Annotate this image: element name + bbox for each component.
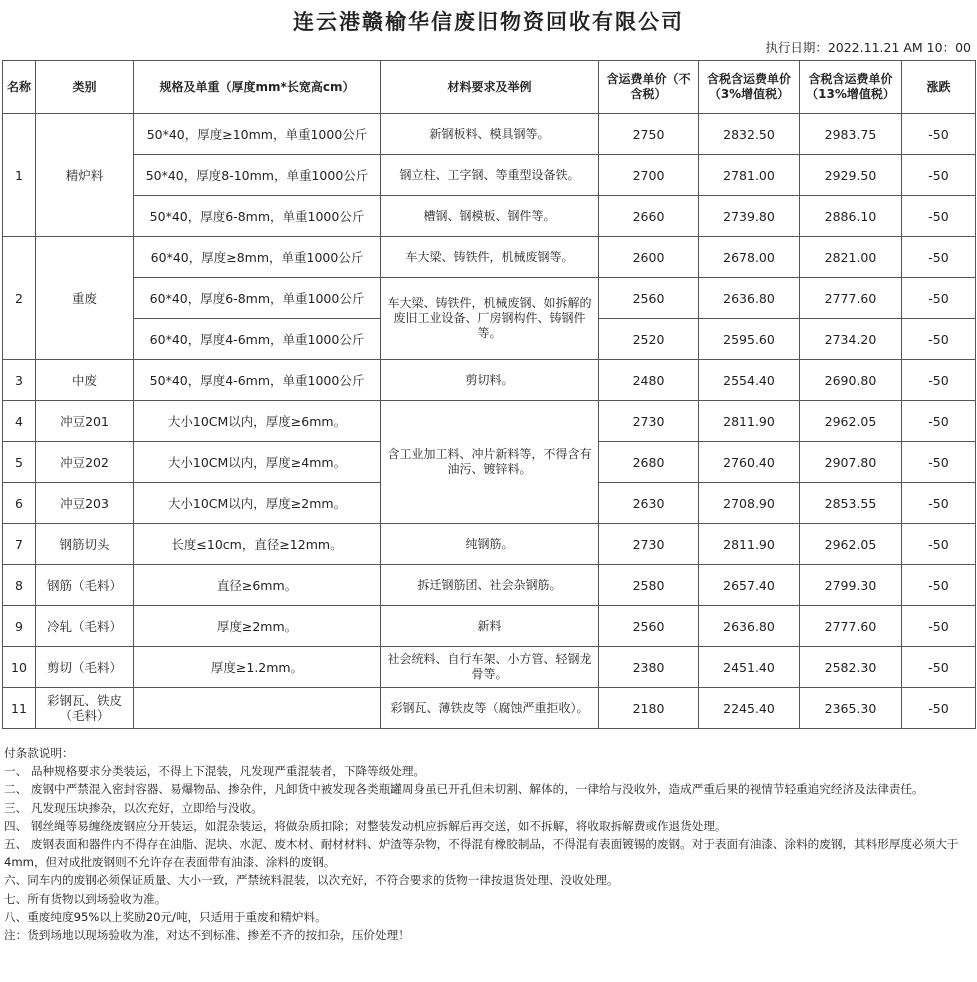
row-material: 槽钢、钢模板、钢件等。 [381,196,599,237]
row-price-13pct: 2853.55 [800,483,902,524]
row-number: 6 [3,483,36,524]
row-price-13pct: 2962.05 [800,524,902,565]
footer-note: 注：货到场地以现场验收为准，对达不到标准、掺差不齐的按扣杂，压价处理！ [4,928,410,943]
row-category: 冲豆203 [36,483,134,524]
company-title: 连云港赣榆华信废旧物资回收有限公司 [293,10,684,34]
row-material: 拆迁钢筋团、社会杂钢筋。 [381,565,599,606]
header-category: 类别 [36,61,134,114]
row-spec: 50*40，厚度8-10mm，单重1000公斤 [134,155,381,196]
row-price-3pct: 2595.60 [699,319,800,360]
row-price: 2480 [599,360,699,401]
row-change: -50 [902,688,976,729]
row-price-13pct: 2365.30 [800,688,902,729]
row-number: 9 [3,606,36,647]
row-price: 2520 [599,319,699,360]
row-spec: 长度≤10cm，直径≥12mm。 [134,524,381,565]
row-price: 2700 [599,155,699,196]
row-price: 2730 [599,524,699,565]
row-price: 2560 [599,606,699,647]
row-spec: 60*40，厚度≥8mm，单重1000公斤 [134,237,381,278]
row-price-3pct: 2781.00 [699,155,800,196]
row-price: 2180 [599,688,699,729]
row-number: 11 [3,688,36,729]
row-change: -50 [902,647,976,688]
row-number: 2 [3,237,36,360]
row-spec: 50*40，厚度6-8mm，单重1000公斤 [134,196,381,237]
price-table [2,60,976,729]
row-price: 2660 [599,196,699,237]
row-number: 4 [3,401,36,442]
notes-heading: 付条款说明： [4,746,74,760]
header-price-3pct: 含税含运费单价（3%增值税） [699,61,800,114]
row-change: -50 [902,483,976,524]
row-spec: 厚度≥1.2mm。 [134,647,381,688]
row-price: 2600 [599,237,699,278]
note-item: 七、所有货物以到场验收为准。 [4,891,167,906]
row-price-13pct: 2962.05 [800,401,902,442]
row-spec: 60*40，厚度4-6mm，单重1000公斤 [134,319,381,360]
row-spec: 60*40，厚度6-8mm，单重1000公斤 [134,278,381,319]
row-price-3pct: 2636.80 [699,606,800,647]
row-price-13pct: 2983.75 [800,114,902,155]
row-change: -50 [902,442,976,483]
row-number: 5 [3,442,36,483]
row-material: 剪切料。 [381,360,599,401]
row-price: 2380 [599,647,699,688]
note-item: 一、 品种规格要求分类装运，不得上下混装，凡发现严重混装者，下降等级处理。 [4,764,426,779]
row-change: -50 [902,237,976,278]
row-price-3pct: 2811.90 [699,524,800,565]
note-item: 八、重废纯度95%以上奖励20元/吨，只适用于重废和精炉料。 [4,909,327,924]
row-spec: 大小10CM以内，厚度≥4mm。 [134,442,381,483]
row-price-3pct: 2739.80 [699,196,800,237]
row-price: 2630 [599,483,699,524]
row-price-13pct: 2582.30 [800,647,902,688]
row-material: 车大梁、铸铁件，机械废钢、如拆解的废旧工业设备、厂房钢构件、铸钢件等。 [381,278,599,360]
row-price-13pct: 2907.80 [800,442,902,483]
row-category: 冷轧（毛料） [36,606,134,647]
row-category: 剪切（毛料） [36,647,134,688]
row-material: 含工业加工料、冲片新料等，不得含有油污、镀锌料。 [381,401,599,524]
row-change: -50 [902,565,976,606]
table-row [3,237,976,278]
row-price-3pct: 2451.40 [699,647,800,688]
row-price: 2750 [599,114,699,155]
header-price: 含运费单价（不含税） [599,61,699,114]
table-row [3,360,976,401]
row-price-13pct: 2821.00 [800,237,902,278]
row-material: 社会统料、自行车架、小方管、轻钢龙骨等。 [381,647,599,688]
row-price-3pct: 2678.00 [699,237,800,278]
row-price-13pct: 2886.10 [800,196,902,237]
row-number: 3 [3,360,36,401]
row-price-13pct: 2690.80 [800,360,902,401]
note-item: 六、同车内的废钢必须保证质量、大小一致，严禁统料混装，以次充好，不符合要求的货物一律按退货处理、没收处理。 [4,873,619,888]
row-material: 钢立柱、工字钢、等重型设备铁。 [381,155,599,196]
row-category: 中废 [36,360,134,401]
row-category: 彩钢瓦、铁皮（毛料） [36,688,134,729]
header-change: 涨跌 [902,61,976,114]
row-category: 冲豆202 [36,442,134,483]
header-material: 材料要求及举例 [381,61,599,114]
header-spec: 规格及单重（厚度mm*长宽高cm） [134,61,381,114]
row-material: 彩钢瓦、薄铁皮等（腐蚀严重拒收）。 [381,688,599,729]
row-change: -50 [902,606,976,647]
row-price-3pct: 2832.50 [699,114,800,155]
row-price: 2730 [599,401,699,442]
row-change: -50 [902,196,976,237]
header-price-13pct: 含税含运费单价（13%增值税） [800,61,902,114]
row-spec: 大小10CM以内，厚度≥6mm。 [134,401,381,442]
note-item: 二、 废钢中严禁混入密封容器、易爆物品、掺杂件，凡卸货中被发现各类瓶罐周身虽已开孔但未切割、解体的，一律给与没收外，造成严重后果的视情节轻重追究经济及法律责任。 [4,782,924,797]
row-price-3pct: 2708.90 [699,483,800,524]
row-price-3pct: 2657.40 [699,565,800,606]
row-price-3pct: 2245.40 [699,688,800,729]
row-price-3pct: 2811.90 [699,401,800,442]
row-change: -50 [902,114,976,155]
row-number: 7 [3,524,36,565]
row-material: 纯钢筋。 [381,524,599,565]
row-price: 2560 [599,278,699,319]
row-price-13pct: 2777.60 [800,606,902,647]
row-change: -50 [902,278,976,319]
table-row [3,647,976,688]
table-row [3,606,976,647]
row-material: 新钢板料、模具钢等。 [381,114,599,155]
row-price: 2580 [599,565,699,606]
table-row [3,155,976,196]
row-spec: 50*40，厚度≥10mm，单重1000公斤 [134,114,381,155]
row-price-13pct: 2734.20 [800,319,902,360]
row-price: 2680 [599,442,699,483]
row-number: 10 [3,647,36,688]
row-category: 钢筋切头 [36,524,134,565]
row-change: -50 [902,319,976,360]
row-price-3pct: 2636.80 [699,278,800,319]
row-number: 1 [3,114,36,237]
row-price-13pct: 2929.50 [800,155,902,196]
row-spec: 50*40，厚度4-6mm，单重1000公斤 [134,360,381,401]
row-price-3pct: 2554.40 [699,360,800,401]
table-row [3,114,976,155]
row-spec: 大小10CM以内，厚度≥2mm。 [134,483,381,524]
table-row [3,196,976,237]
row-change: -50 [902,524,976,565]
table-row [3,688,976,729]
row-change: -50 [902,401,976,442]
table-header-row [3,61,976,114]
table-row [3,401,976,442]
terms-notes [4,744,972,944]
row-change: -50 [902,155,976,196]
row-category: 精炉料 [36,114,134,237]
row-material: 车大梁、铸铁件，机械废钢等。 [381,237,599,278]
row-category: 冲豆201 [36,401,134,442]
note-item: 四、 钢丝绳等易缠绕废钢应分开装运，如混杂装运，将做杂质扣除；对整装发动机应拆解后再交送，如不拆解，将收取拆解费或作退货处理。 [4,818,727,833]
table-row [3,565,976,606]
note-item: 三、 凡发现压块掺杂，以次充好，立即给与没收。 [4,800,263,815]
execution-date: 执行日期：2022.11.21 AM 10：00 [765,40,971,55]
row-material: 新料 [381,606,599,647]
header-name: 名称 [3,61,36,114]
row-category: 钢筋（毛料） [36,565,134,606]
note-item: 五、 废钢表面和器件内不得存在油脂、泥块、水泥、废木材、耐材材料、炉渣等杂物，不得混有橡胶制品，不得混有表面镀锡的废钢。对于表面有油漆、涂料的废钢，其料形厚度必须大于4mm，但对成批废钢则不允许存在表面带有油漆、涂料的废钢。 [4,837,959,870]
row-category: 重废 [36,237,134,360]
row-spec [134,688,381,729]
row-spec: 直径≥6mm。 [134,565,381,606]
table-row [3,278,976,319]
row-price-13pct: 2777.60 [800,278,902,319]
row-change: -50 [902,360,976,401]
table-row [3,524,976,565]
row-number: 8 [3,565,36,606]
row-price-3pct: 2760.40 [699,442,800,483]
row-spec: 厚度≥2mm。 [134,606,381,647]
row-price-13pct: 2799.30 [800,565,902,606]
